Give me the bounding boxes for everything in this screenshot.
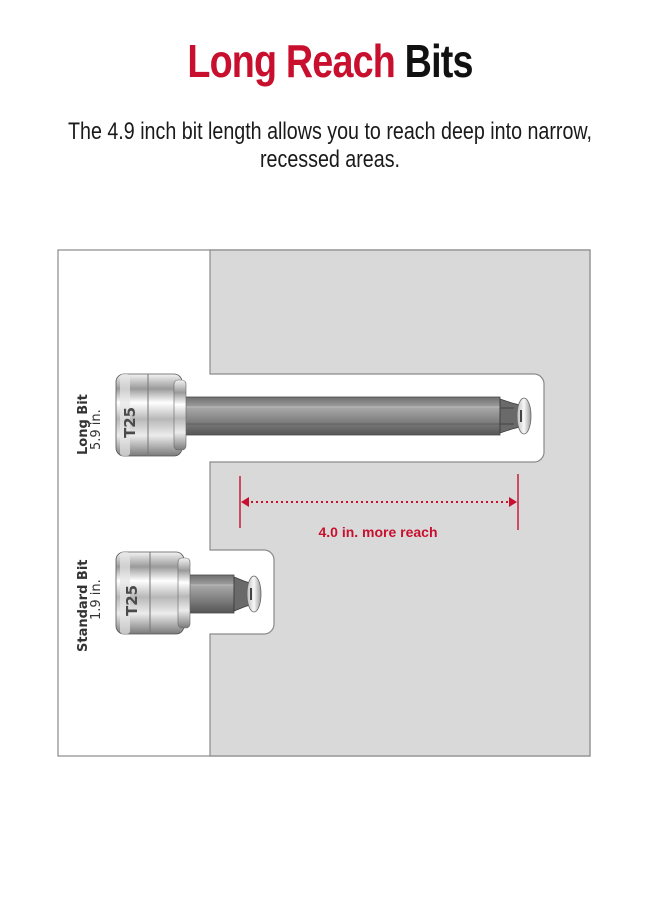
standard-bit-length: 1.9 in.: [89, 579, 104, 620]
reach-callout: 4.0 in. more reach: [318, 524, 438, 540]
standard-bit-socket-marking: T25: [123, 584, 141, 616]
long-bit-label: Long Bit: [76, 394, 91, 455]
long-bit-socket-marking: T25: [121, 406, 139, 438]
long-bit-screw-head: [517, 398, 531, 434]
title-rest: Bits: [404, 35, 473, 87]
standard-bit-label: Standard Bit: [76, 559, 91, 652]
subtitle: The 4.9 inch bit length allows you to reach deep into narrow, recessed areas.: [67, 118, 593, 173]
long-bit-shaft: [180, 397, 500, 435]
standard-bit-shaft: [184, 575, 234, 613]
title-highlight: Long Reach: [187, 35, 396, 87]
long-bit-length: 5.9 in.: [89, 409, 104, 450]
standard-bit-screw-head: [247, 576, 261, 612]
